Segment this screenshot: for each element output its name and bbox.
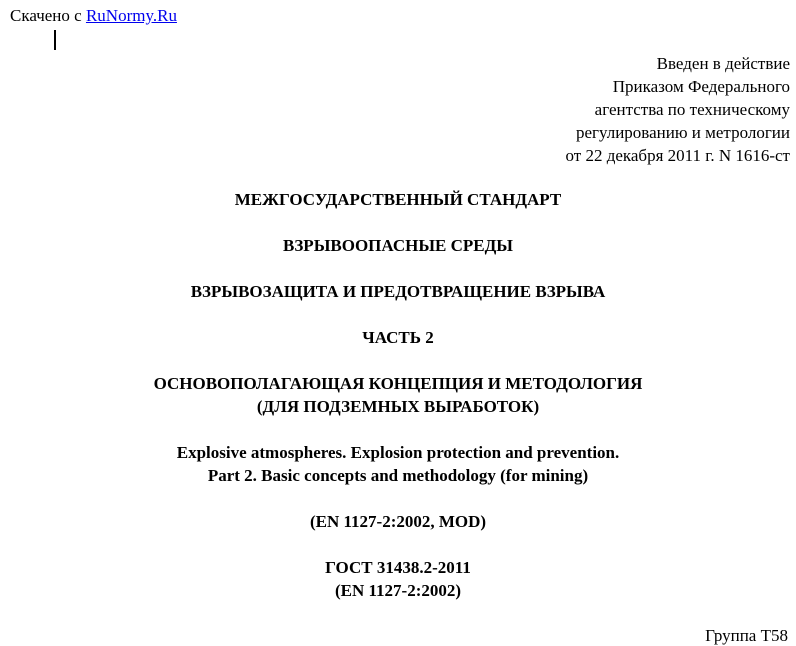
standard-type-heading: МЕЖГОСУДАРСТВЕННЫЙ СТАНДАРТ (234, 190, 562, 209)
enactment-line-4: регулированию и метрологии (575, 123, 790, 142)
gost-reference: (EN 1127-2:2002) (334, 581, 462, 600)
enactment-line-5: от 22 декабря 2011 г. N 1616-ст (565, 146, 790, 165)
part-heading: ЧАСТЬ 2 (362, 328, 434, 347)
classification-group: Группа Т58 (705, 626, 788, 645)
gost-number: ГОСТ 31438.2-2011 (325, 558, 471, 577)
source-prefix: Скачено с (10, 6, 82, 25)
equivalence-note: (EN 1127-2:2002, MOD) (309, 512, 487, 531)
subtitle-heading: ВЗРЫВОЗАЩИТА И ПРЕДОТВРАЩЕНИЕ ВЗРЫВА (190, 282, 606, 301)
source-line (10, 6, 177, 26)
text-cursor (54, 30, 56, 50)
enactment-block (565, 52, 790, 167)
enactment-line-2: Приказом Федерального (612, 77, 790, 96)
topic-heading: ВЗРЫВООПАСНЫЕ СРЕДЫ (283, 236, 513, 255)
enactment-line-3: агентства по техническому (594, 100, 790, 119)
source-link[interactable]: RuNormy.Ru (85, 6, 177, 25)
english-title-line-1: Explosive atmospheres. Explosion protection and prevention. (176, 443, 620, 462)
enactment-line-1: Введен в действие (656, 54, 790, 73)
part-title-line-2: (ДЛЯ ПОДЗЕМНЫХ ВЫРАБОТОК) (256, 397, 540, 416)
part-title-line-1: ОСНОВОПОЛАГАЮЩАЯ КОНЦЕПЦИЯ И МЕТОДОЛОГИЯ (153, 374, 643, 393)
english-title-line-2: Part 2. Basic concepts and methodology (for mining) (207, 466, 589, 485)
